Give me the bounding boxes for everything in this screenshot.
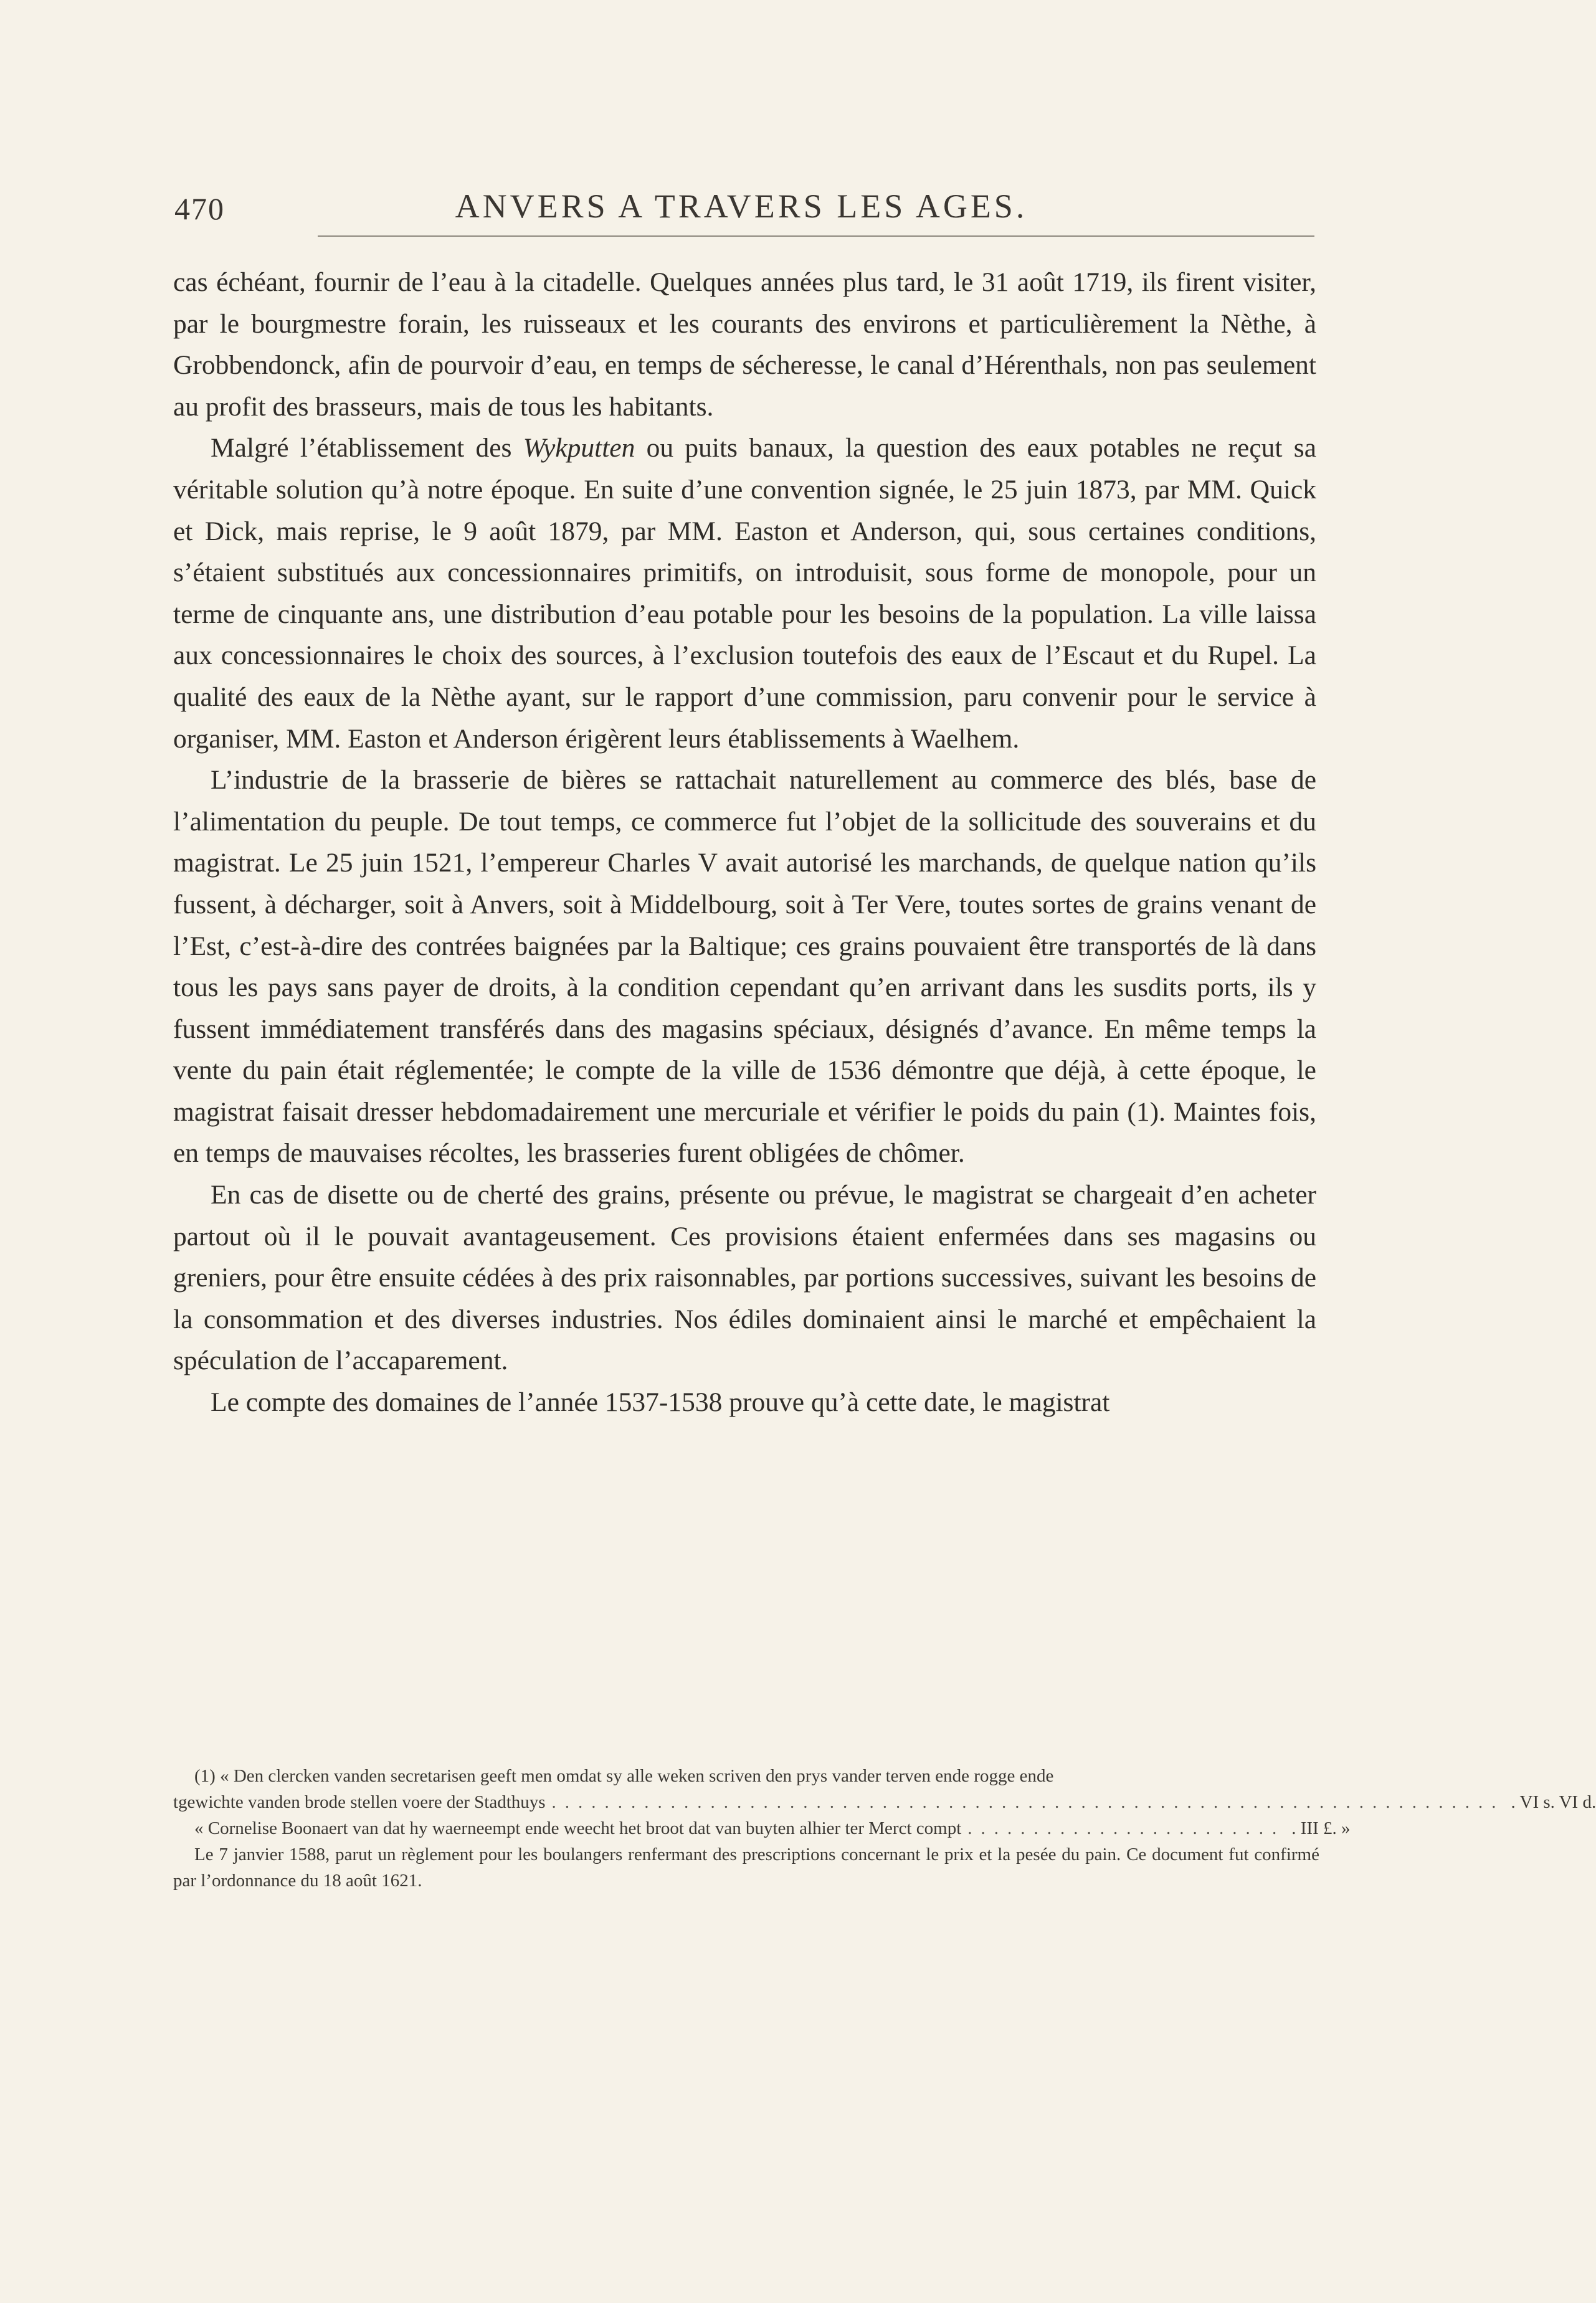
paragraph-3: L’industrie de la brasserie de bières se rattachait naturellement au commerce des blés, base de l’alimentation du peuple. De tout temps, ce commerce fut l’objet de la sollicitude des souverains et du magistrat. Le 25 juin 1521, l’empereur Charles V avait autorisé les marchands, de quelque nation qu’ils fussent, à décharger, soit à Anvers, soit à Middelbourg, soit à Ter Vere, toutes sortes de grains venant de l’Est, c’est-à-dire des contrées baignées par la Baltique; ces grains pouvaient être transportés de là dans tous les pays sans payer de droits, à la condition cependant qu’en arrivant dans les susdits ports, ils y fussent immédiatement transférés dans des magasins spéciaux, désignés d’avance. En même temps la vente du pain était réglementée; le compte de la ville de 1536 démontre que déjà, à cette époque, le magistrat faisait dresser hebdomadairement une mercuriale et vérifier le poids du pain (1). Maintes fois, en temps de mauvaises récoltes, les brasseries furent obligées de chômer. [173, 765, 1316, 1169]
footnote-1-line-3 [173, 1815, 1351, 1841]
leader-dots: ........................ [967, 1818, 1286, 1838]
page-number: 470 [174, 191, 225, 226]
paragraph-4: En cas de disette ou de cherté des grains, présente ou prévue, le magistrat se chargeait d’en acheter partout où il le pouvait avantageusement. Ces provisions étaient enfermées dans ses magasins ou greniers, pour être ensuite cédées à des prix raisonnables, par portions successives, suivant les besoins de la consommation et des diverses industries. Nos édiles dominaient ainsi le marché et empêchaient la spéculation de l’accaparement. [173, 1180, 1316, 1376]
footnote-1-line-2-text: tgewichte vanden brode stellen voere der Stadthuys [173, 1792, 546, 1812]
footnote-1-line-3-text: « Cornelise Boonaert van dat hy waerneempt ende weecht het broot dat van buyten alhier ter Merct compt [194, 1818, 962, 1838]
footnotes [173, 1763, 1596, 1894]
body-text [173, 262, 1316, 1423]
paragraph-1: cas échéant, fournir de l’eau à la citadelle. Quelques années plus tard, le 31 août 1719, ils firent visiter, par le bourgmestre forain, les ruisseaux et les courants des environs et particulièrement la Nèthe, à Grobbendonck, afin de pourvoir d’eau, en temps de sécheresse, le canal d’Hérenthals, non pas seulement au profit des brasseurs, mais de tous les habitants. [173, 267, 1316, 422]
paragraph-2 [173, 427, 1316, 759]
footnote-1-line-2-amount: . VI s. VI d. [1511, 1792, 1596, 1812]
footnote-1-line-1: (1) « Den clercken vanden secretarisen geeft men omdat sy alle weken scriven den prys vander terven ende rogge ende [194, 1766, 1054, 1786]
paragraph-2-rest: ou puits banaux, la question des eaux potables ne reçut sa véritable solution qu’à notre époque. En suite d’une convention signée, le 25 juin 1873, par MM. Quick et Dick, mais reprise, le 9 août 1879, par MM. Easton et Anderson, qui, sous certaines conditions, s’étaient substitués aux concessionnaires primitifs, on introduisit, sous forme de monopole, pour un terme de cinquante ans, une distribution d’eau potable pour les besoins de la population. La ville laissa aux concessionnaires le choix des sources, à l’exclusion toutefois des eaux de l’Escaut et du Rupel. La qualité des eaux de la Nèthe ayant, sur le rapport d’une commission, paru convenir pour le service à organiser, MM. Easton et Anderson érigèrent leurs établissements à Waelhem. [173, 433, 1316, 754]
header-rule [318, 235, 1314, 237]
paragraph-2-start: Malgré l’établissement des [211, 433, 523, 463]
footnote-1-line-3-amount: . III £. » [1291, 1818, 1351, 1838]
paragraph-5: Le compte des domaines de l’année 1537-1538 prouve qu’à cette date, le magistrat [211, 1387, 1110, 1418]
footnote-1-line-2 [173, 1789, 1596, 1815]
footnote-2: Le 7 janvier 1588, parut un règlement pour les boulangers renfermant des prescriptions concernant le prix et la pesée du pain. Ce document fut confirmé par l’ordonnance du 18 août 1621. [173, 1845, 1319, 1891]
page-header [168, 187, 1314, 230]
running-title: ANVERS A TRAVERS LES AGES. [455, 188, 1028, 225]
italic-term-wykputten: Wykputten [523, 433, 635, 463]
leader-dots: ........................................................................ [551, 1792, 1505, 1812]
